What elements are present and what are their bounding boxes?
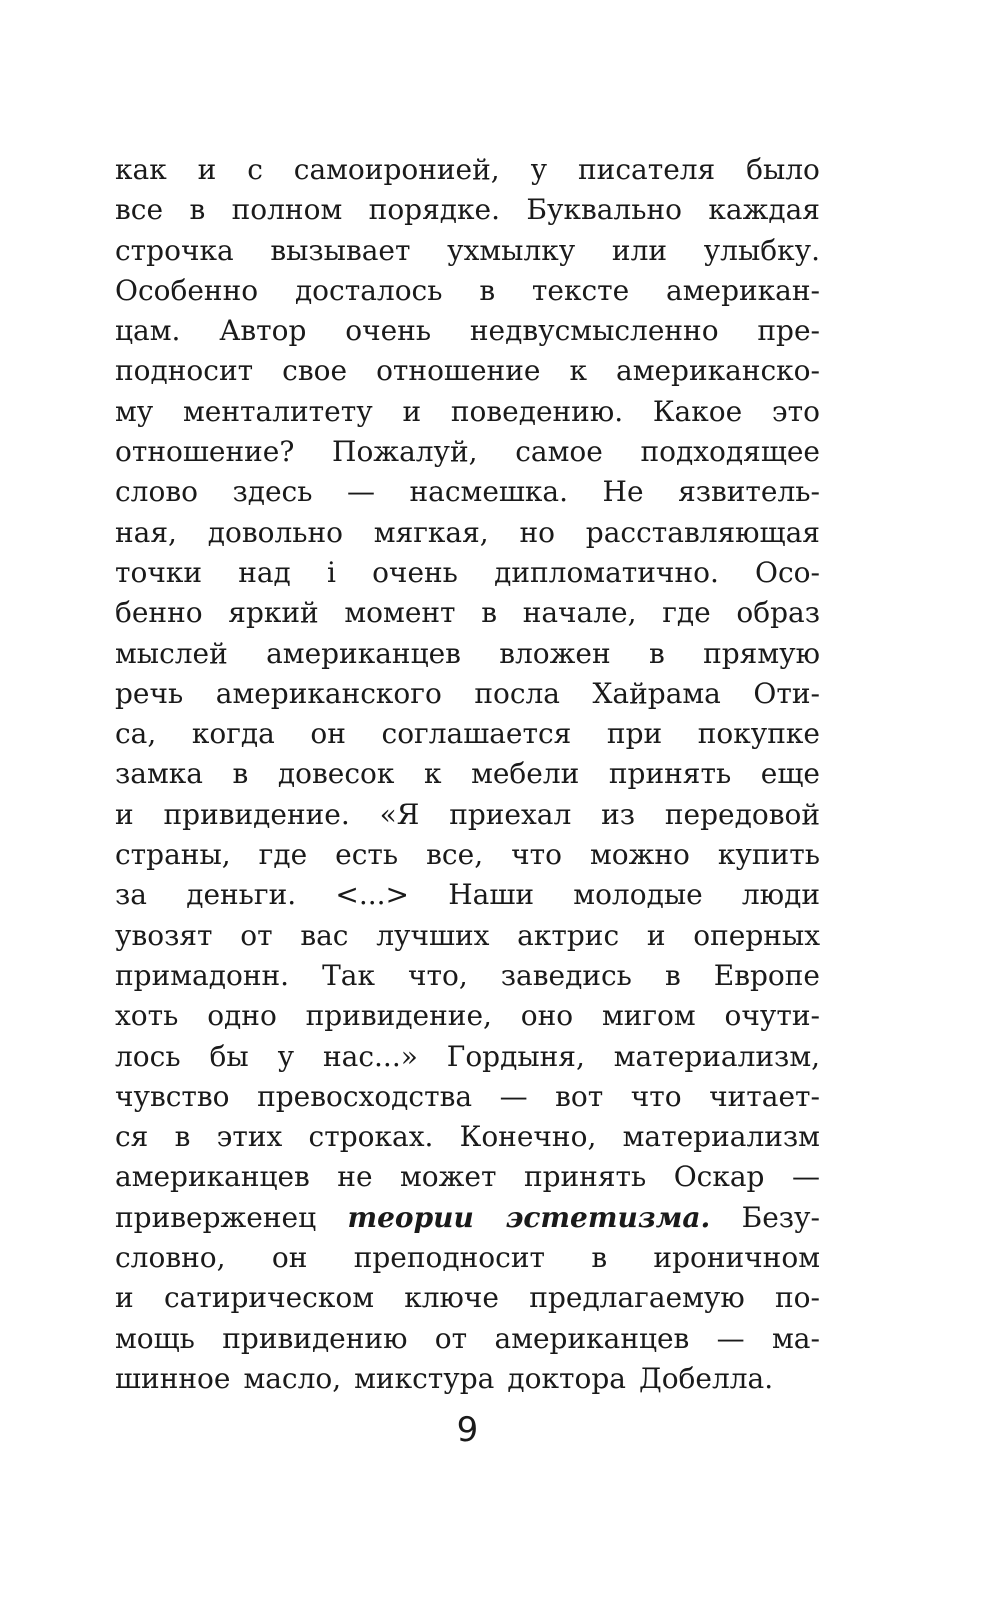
text-line: и сатирическом ключе предлагаемую по- <box>115 1281 820 1315</box>
text-line: цам. Автор очень недвусмысленно пре- <box>115 314 820 348</box>
text-line: чувство превосходства — вот что читает- <box>115 1079 820 1113</box>
text-line: хоть одно привидение, оно мигом очути- <box>115 999 820 1033</box>
text-line: примадонн. Так что, заведись в Европе <box>115 958 820 992</box>
body-text <box>115 150 820 1399</box>
text-line: му менталитету и поведению. Какое это <box>115 394 820 428</box>
text-line: американцев не может принять Оскар — <box>115 1160 820 1194</box>
text-line: бенно яркий момент в начале, где образ <box>115 596 820 630</box>
text-line: ная, довольно мягкая, но расставляющая <box>115 515 820 549</box>
text-line: словно, он преподносит в ироничном <box>115 1241 820 1275</box>
text-line: са, когда он соглашается при покупке <box>115 717 820 751</box>
text-line: ся в этих строках. Конечно, материализм <box>115 1120 820 1154</box>
text-line: отношение? Пожалуй, самое подходящее <box>115 435 820 469</box>
text-line: речь американского посла Хайрама Оти- <box>115 676 820 710</box>
text-line: лось бы у нас...» Гордыня, материализм, <box>115 1039 820 1073</box>
text-line: приверженец теории эстетизма. Безу- <box>115 1200 820 1234</box>
text-line: Особенно досталось в тексте американ- <box>115 273 820 307</box>
text-line: мыслей американцев вложен в прямую <box>115 636 820 670</box>
text-line: замка в довесок к мебели принять еще <box>115 757 820 791</box>
page-number: 9 <box>456 1410 479 1450</box>
text-line: шинное масло, микстура доктора Добелла. <box>115 1361 774 1395</box>
text-line: как и с самоиронией, у писателя было <box>115 153 820 186</box>
text-line: строчка вызывает ухмылку или улыбку. <box>115 233 820 267</box>
text-line: и привидение. «Я приехал из передовой <box>115 797 820 831</box>
text-line: мощь привидению от американцев — ма- <box>115 1321 820 1355</box>
text-line: увозят от вас лучших актрис и оперных <box>115 918 820 952</box>
text-line: за деньги. <...> Наши молодые люди <box>115 878 820 912</box>
text-line: подносит свое отношение к американско- <box>115 354 820 388</box>
text-line: все в полном порядке. Буквально каждая <box>115 193 820 227</box>
text-line: слово здесь — насмешка. Не язвитель- <box>115 475 820 509</box>
text-line: точки над і очень дипломатично. Осо- <box>115 555 820 589</box>
text-line: страны, где есть все, что можно купить <box>115 838 820 872</box>
